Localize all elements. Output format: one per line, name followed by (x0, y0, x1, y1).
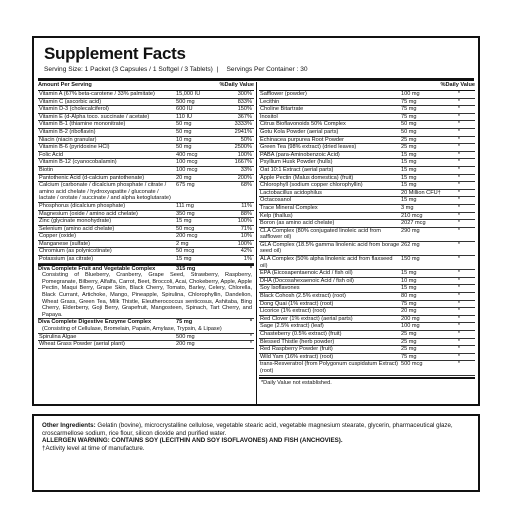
nutrient-daily-value: * (457, 277, 461, 284)
nutrient-name: Red Clover (1% extract) (aerial parts) (260, 315, 353, 322)
other-ingredients-text (42, 422, 470, 437)
nutrient-amount: 15 mg (401, 159, 417, 166)
nutrient-amount: 15 mg (401, 197, 417, 204)
nutrient-daily-value: 200% (237, 174, 252, 181)
nutrient-amount: 210 mcg (401, 212, 423, 219)
left-column-header (38, 82, 254, 91)
nutrient-amount: 400 mcg (176, 151, 198, 158)
nutrient-daily-value: * (457, 331, 461, 337)
nutrient-amount: 75 mg (401, 300, 417, 307)
nutrient-row (38, 226, 254, 234)
servings-per-container: Servings Per Container : 30 (226, 66, 308, 73)
daily-value-heading-right: %Daily Value (440, 82, 475, 88)
nutrient-amount: 150 mg (401, 256, 420, 263)
nutrient-daily-value: * (457, 361, 461, 368)
nutrient-amount: 50 mg (176, 144, 192, 151)
other-ingredients-label: Other Ingredients: (42, 422, 96, 429)
nutrient-row (38, 233, 254, 241)
nutrient-name: Dong Quai (1% extract) (root) (260, 300, 334, 307)
nutrient-name: Blessed Thistle (herb powder) (260, 338, 335, 345)
nutrient-daily-value: 10% (240, 233, 252, 240)
nutrient-name: Spirulina Algae (39, 333, 77, 340)
nutrient-amount: 111 mg (176, 202, 194, 209)
nutrient-name: Oat 10:1 Extract (aerial parts) (260, 166, 334, 173)
nutrient-daily-value: * (457, 159, 461, 166)
nutrient-amount: 50 mg (401, 128, 417, 135)
nutrient-row (259, 91, 475, 99)
nutrient-row (259, 159, 475, 167)
nutrient-daily-value: * (457, 91, 461, 97)
nutrient-daily-value: 1667% (234, 159, 252, 166)
nutrient-daily-value: * (457, 285, 461, 292)
nutrient-amount: 25 mg (401, 331, 417, 337)
nutrient-row (38, 256, 254, 264)
blend-header (38, 319, 254, 326)
nutrient-daily-value: * (457, 220, 461, 227)
nutrient-name: Magnesium (oxide / amino acid chelate) (39, 210, 138, 217)
daily-value-footnote: *Daily Value not established. (261, 379, 332, 386)
nutrient-row (38, 218, 254, 226)
nutrient-amount: 15,000 IU (176, 91, 201, 97)
nutrient-daily-value: * (457, 353, 461, 360)
nutrient-amount: 600 IU (176, 106, 193, 113)
nutrient-row (38, 175, 254, 183)
nutrient-daily-value: 150% (237, 106, 252, 113)
nutrient-name: Vitamin B-2 (riboflavin) (39, 128, 96, 135)
nutrient-row (38, 241, 254, 249)
nutrient-name: Trace Mineral Complex (260, 204, 318, 211)
nutrient-row (259, 331, 475, 339)
daily-value-heading: %Daily Value (219, 82, 254, 88)
nutrient-amount: 25 mg (401, 136, 417, 143)
nutrient-amount: 100 mg (401, 91, 420, 97)
nutrient-name: Folic Acid (39, 151, 63, 158)
nutrient-amount: 15 mg (401, 270, 417, 277)
blend-header (38, 266, 254, 273)
nutrient-name: Wild Yam (16% extract) (root) (260, 353, 334, 360)
nutrient-amount: 15 mg (401, 285, 417, 292)
nutrient-row (259, 242, 475, 256)
nutrient-daily-value: * (457, 241, 461, 248)
nutrient-name: Vitamin A (67% beta-carotene / 33% palmitate) (39, 91, 155, 97)
panel-title: Supplement Facts (44, 44, 186, 63)
nutrient-row (259, 323, 475, 331)
nutrient-name: Phosphorus (dicalcium phosphate) (39, 202, 126, 209)
nutrient-row (38, 182, 254, 203)
nutrient-name: Zinc (glycinate monohydrate) (39, 218, 112, 225)
nutrient-amount: 100 mg (401, 323, 420, 330)
nutrient-row (38, 91, 254, 99)
nutrient-name: Safflower (powder) (260, 91, 307, 97)
nutrient-daily-value: * (457, 197, 461, 204)
nutrient-row (259, 270, 475, 278)
blend-name: Diva Complete Digestive Enzyme Complex (38, 319, 152, 326)
nutrient-name: Kelp (thallus) (260, 212, 293, 219)
blend-amount: 315 mg (176, 265, 196, 272)
nutrient-row (259, 205, 475, 213)
nutrient-amount: 50 mcg (176, 248, 195, 255)
nutrient-row (259, 346, 475, 354)
nutrient-row (38, 121, 254, 129)
nutrient-row (259, 293, 475, 301)
nutrient-row (259, 228, 475, 242)
nutrient-amount: 50 mcg (176, 225, 195, 232)
left-nutrient-rows (38, 91, 254, 264)
nutrient-row (259, 354, 475, 362)
nutrient-daily-value: * (457, 323, 461, 330)
amount-per-serving-heading: Amount Per Serving (38, 82, 92, 88)
nutrient-amount: 3 mg (401, 204, 414, 211)
nutrient-name: Chromium (as polynicotinate) (39, 248, 112, 255)
serving-separator: | (214, 66, 221, 73)
nutrient-row (259, 144, 475, 152)
nutrient-daily-value: * (457, 212, 461, 219)
nutrient-daily-value: 1% (243, 256, 252, 263)
nutrient-daily-value: * (249, 341, 252, 348)
nutrient-daily-value: * (457, 113, 461, 120)
nutrient-row (38, 144, 254, 152)
nutrient-amount: 110 IU (176, 113, 193, 120)
nutrient-daily-value: * (457, 128, 461, 135)
nutrient-daily-value: 367% (237, 113, 252, 120)
nutrient-name: ALA Complex (50% alpha linolenic acid from flaxseed oil) (260, 256, 393, 269)
nutrient-amount: 500 mg (176, 98, 195, 105)
nutrient-name: Biotin (39, 166, 53, 173)
nutrient-row (38, 129, 254, 137)
nutrient-amount: 350 mg (176, 210, 195, 217)
nutrient-daily-value: 42% (240, 248, 252, 255)
left-blend-list (38, 264, 254, 334)
nutrient-name: GLA Complex (18.5% gamma linolenic acid from borage seed oil) (260, 241, 400, 255)
nutrient-amount: 15 mg (176, 218, 192, 225)
nutrient-row (259, 182, 475, 190)
nutrient-row (38, 159, 254, 167)
nutrient-amount: 10 mg (401, 277, 417, 284)
nutrient-amount: 262 mg (401, 241, 420, 248)
nutrient-name: DHA (Docosahexaenoic Acid / fish oil) (260, 277, 354, 284)
nutrient-daily-value: * (457, 346, 461, 353)
nutrient-amount: 10 mg (176, 136, 192, 143)
nutrient-daily-value: * (457, 338, 461, 345)
nutrient-name: Wheat Grass Powder (aerial plant) (39, 341, 125, 348)
column-divider (256, 82, 257, 404)
nutrient-row (259, 106, 475, 114)
nutrient-daily-value: * (457, 174, 461, 181)
nutrient-daily-value: 300% (237, 91, 252, 97)
nutrient-name: Vitamin C (ascorbic acid) (39, 98, 102, 105)
nutrient-name: Vitamin B-6 (pyridoxine HCl) (39, 144, 110, 151)
blend-amount: 75 mg (176, 319, 193, 326)
nutrient-amount: 75 mg (401, 113, 417, 120)
nutrient-amount: 50 mg (176, 128, 192, 135)
nutrient-row (38, 341, 254, 349)
nutrient-daily-value: * (457, 182, 461, 189)
nutrient-row (259, 175, 475, 183)
nutrient-amount: 2027 mcg (401, 220, 426, 227)
nutrient-amount: 25 mg (401, 338, 417, 345)
nutrient-row (259, 339, 475, 347)
nutrient-amount: 20 mg (401, 308, 417, 315)
nutrient-amount: 675 mg (176, 182, 195, 189)
nutrient-name: Vitamin B-12 (cyanocobalamin) (39, 159, 117, 166)
serving-info (44, 66, 308, 73)
nutrient-row (259, 213, 475, 221)
blend-name: Diva Complete Fruit and Vegetable Complex (38, 265, 156, 272)
footnote-rule (259, 377, 475, 379)
nutrient-name: Vitamin E (d-Alpha toco. succinate / acetate) (39, 113, 150, 120)
nutrient-name: Licorice (1% extract) (root) (260, 308, 326, 315)
nutrient-name: Citrus Bioflavonoids 50% Complex (260, 121, 346, 128)
nutrient-daily-value: * (457, 204, 461, 211)
nutrient-daily-value: * (457, 315, 461, 322)
nutrient-name: CLA Complex (80% conjugated linoleic acid from safflower oil) (260, 227, 381, 241)
nutrient-daily-value: 33% (240, 166, 252, 173)
nutrient-name: Pantothenic Acid (d-calcium pantothenate) (39, 174, 145, 181)
nutrient-daily-value: * (457, 256, 461, 263)
nutrient-amount: 500 mcg (401, 361, 423, 368)
nutrient-row (259, 121, 475, 129)
nutrient-name: Lactobacillus acidophilus (260, 189, 322, 196)
nutrient-daily-value: * (457, 300, 461, 307)
other-ingredients-box (32, 414, 480, 492)
nutrient-name: Gotu Kola Powder (aerial parts) (260, 128, 339, 135)
nutrient-amount: 15 mg (176, 256, 192, 263)
nutrient-amount: 20 mg (176, 174, 192, 181)
left-column (38, 82, 254, 349)
nutrient-amount: 100 mcg (176, 166, 198, 173)
nutrient-amount: 15 mg (401, 174, 417, 181)
nutrient-name: EPA (Eicosapentaenoic Acid / fish oil) (260, 270, 353, 277)
nutrient-daily-value: * (457, 144, 461, 151)
nutrient-row (259, 129, 475, 137)
nutrient-name: Chlorophyll (sodium copper chlorophyllin) (260, 182, 363, 189)
nutrient-daily-value: 2941% (234, 128, 252, 135)
nutrient-amount: 20 Million CFU† (401, 189, 441, 196)
nutrient-daily-value: 2500% (234, 144, 252, 151)
nutrient-name: Octacosanol (260, 197, 292, 204)
nutrient-row (259, 256, 475, 270)
blend-block (38, 319, 254, 333)
nutrient-name: Potassium (as citrate) (39, 256, 94, 263)
nutrient-daily-value: * (457, 106, 461, 113)
nutrient-name: Niacin (niacin granular) (39, 136, 97, 143)
nutrient-amount: 200 mg (176, 341, 195, 348)
nutrient-name: Inositol (260, 113, 278, 120)
nutrient-row (38, 137, 254, 145)
nutrient-row (259, 301, 475, 309)
nutrient-daily-value: 100% (237, 240, 252, 247)
nutrient-name: Calcium (carbonate / dicalcium phosphate / citrate / amino acid chelate / hydroxyapatite / gluconate / lactate / orotate / succinate / and alpha ketoglutarate) (39, 182, 171, 202)
nutrient-row (259, 308, 475, 316)
nutrient-daily-value: * (457, 98, 461, 105)
supplement-facts-panel (32, 36, 480, 406)
nutrient-name: Echinacea purpurea Root Powder (260, 136, 344, 143)
right-column (259, 82, 475, 386)
nutrient-amount: 50 mg (401, 121, 417, 128)
nutrient-daily-value: * (457, 136, 461, 143)
nutrient-daily-value: 833% (237, 98, 252, 105)
blend-ingredients: (Consisting of Cellulase, Bromelain, Papain, Amylase, Trypsin, & Lipase) (42, 326, 222, 332)
nutrient-daily-value: * (457, 189, 461, 196)
nutrient-daily-value: * (457, 308, 461, 315)
nutrient-daily-value: 68% (240, 182, 252, 189)
nutrient-row (259, 190, 475, 198)
nutrient-row (38, 152, 254, 160)
nutrient-row (259, 285, 475, 293)
nutrient-row (38, 203, 254, 211)
nutrient-row (259, 316, 475, 324)
nutrient-row (38, 167, 254, 175)
nutrient-amount: 500 mg (176, 333, 195, 340)
nutrient-amount: 80 mg (401, 293, 417, 300)
right-nutrient-rows (259, 91, 475, 376)
nutrient-daily-value: * (457, 166, 461, 173)
nutrient-row (259, 152, 475, 160)
nutrient-name: Copper (oxide) (39, 233, 76, 240)
nutrient-row (259, 167, 475, 175)
nutrient-row (38, 248, 254, 256)
nutrient-name: Vitamin B-1 (thiamine mononitrate) (39, 121, 126, 128)
nutrient-name: Choline Bitartrate (260, 106, 304, 113)
serving-size: Serving Size: 1 Packet (3 Capsules / 1 Softgel / 3 Tablets) (44, 66, 213, 73)
nutrient-name: Soy Isoflavones (260, 285, 300, 292)
nutrient-row (38, 114, 254, 122)
nutrient-daily-value: * (457, 293, 461, 300)
nutrient-name: Chasteberry (0.5% extract) (fruit) (260, 331, 342, 337)
nutrient-amount: 50 mg (176, 121, 192, 128)
nutrient-row (38, 99, 254, 107)
nutrient-daily-value: 3333% (234, 121, 252, 128)
nutrient-daily-value: * (249, 333, 252, 340)
nutrient-daily-value: 100% (237, 151, 252, 158)
nutrient-amount: 25 mg (401, 144, 417, 151)
nutrient-row (38, 211, 254, 219)
nutrient-name: Manganese (sulfate) (39, 240, 90, 247)
nutrient-name: Black Cohosh (2.5% extract) (root) (260, 293, 346, 300)
nutrient-name: PABA (para-Aminobenzoic Acid) (260, 151, 340, 158)
nutrient-amount: 200 mg (401, 315, 420, 322)
nutrient-name: Apple Pectin (Malus domestica) (fruit) (260, 174, 354, 181)
blend-ingredients: Consisting of Blueberry, Cranberry, Grape Seed, Strawberry, Raspberry, Pomegranate, Bilberry, Alfalfa, Carrot, Beet, Broccoli, Acai, Chokeberry, Apple, Apple Pectin, Maqui Berry, Grape Skin, Black Cherry, Tomato, Barley, Celery, Chlorella, Black Currant, Artichoke, Mango, Pineapple, Spirulina, Chlorophyllin, Dandelion, Wheat Grass, Green Tea, Milk Thistle, Eleutherococcus senticosus, Ashitaba, Bing Cherry, Elderberry, Goji Berry, Grapefruit, Mangosteen, Spinach, Tart Cherry, and Papaya. (42, 272, 252, 318)
left-tail-rows (38, 334, 254, 349)
nutrient-amount: 15 mg (401, 166, 417, 173)
right-column-header (259, 82, 475, 91)
nutrient-daily-value: * (457, 270, 461, 277)
activity-note: †Activity level at time of manufacture. (42, 444, 145, 452)
nutrient-name: Vitamin D-3 (cholecalciferol) (39, 106, 109, 113)
nutrient-amount: 25 mg (401, 346, 417, 353)
nutrient-name: trans-Resveratrol (from Polygonum cuspidatum Extract) (root) (260, 361, 399, 374)
nutrient-amount: 2 mg (176, 240, 189, 247)
nutrient-amount: 100 mcg (176, 159, 198, 166)
nutrient-amount: 200 mcg (176, 233, 198, 240)
nutrient-row (259, 278, 475, 286)
nutrient-daily-value: 100% (237, 218, 252, 225)
nutrient-name: Boron (as amino acid chelate) (260, 220, 335, 227)
blend-block (38, 264, 254, 320)
nutrient-daily-value: 11% (241, 202, 252, 209)
blend-daily-value: * (249, 265, 252, 272)
nutrient-daily-value: 71% (240, 225, 252, 232)
nutrient-name: Lecithin (260, 98, 280, 105)
nutrient-daily-value: 88% (240, 210, 252, 217)
other-ingredients-list: Gelatin (bovine), microcrystalline cellulose, vegetable stearic acid, vegetable magnesium stearate, glycerin, pharmaceutical glaze, croscarmellose sodium, rice flour, silicon dioxide and purified water. (42, 422, 453, 437)
blend-daily-value: * (249, 319, 252, 326)
nutrient-amount: 15 mg (401, 182, 417, 189)
nutrient-row (259, 220, 475, 228)
nutrient-row (259, 197, 475, 205)
nutrient-amount: 75 mg (401, 98, 417, 105)
nutrient-row (38, 106, 254, 114)
nutrient-amount: 15 mg (401, 151, 417, 158)
nutrient-row (259, 114, 475, 122)
header-rule (38, 78, 474, 81)
nutrient-row (259, 99, 475, 107)
nutrient-row (259, 137, 475, 145)
nutrient-row (38, 334, 254, 342)
nutrient-name: Green Tea (98% extract) (dried leaves) (260, 144, 357, 151)
nutrient-daily-value: * (457, 227, 461, 234)
nutrient-name: Red Raspberry Powder (fruit) (260, 346, 333, 353)
nutrient-daily-value: * (457, 121, 461, 128)
nutrient-row (259, 361, 475, 375)
nutrient-name: Sage (2.5% extract) (leaf) (260, 323, 324, 330)
nutrient-name: Psyllium Husk Powder (hulls) (260, 159, 333, 166)
nutrient-name: Selenium (amino acid chelate) (39, 225, 115, 232)
nutrient-amount: 290 mg (401, 227, 420, 234)
allergen-warning: ALLERGEN WARNING: CONTAINS SOY (LECITHIN AND SOY ISOFLAVONES) AND FISH (ANCHOVIES). (42, 437, 343, 445)
nutrient-amount: 75 mg (401, 353, 417, 360)
nutrient-amount: 75 mg (401, 106, 417, 113)
nutrient-daily-value: * (457, 151, 461, 158)
nutrient-daily-value: 50% (240, 136, 252, 143)
